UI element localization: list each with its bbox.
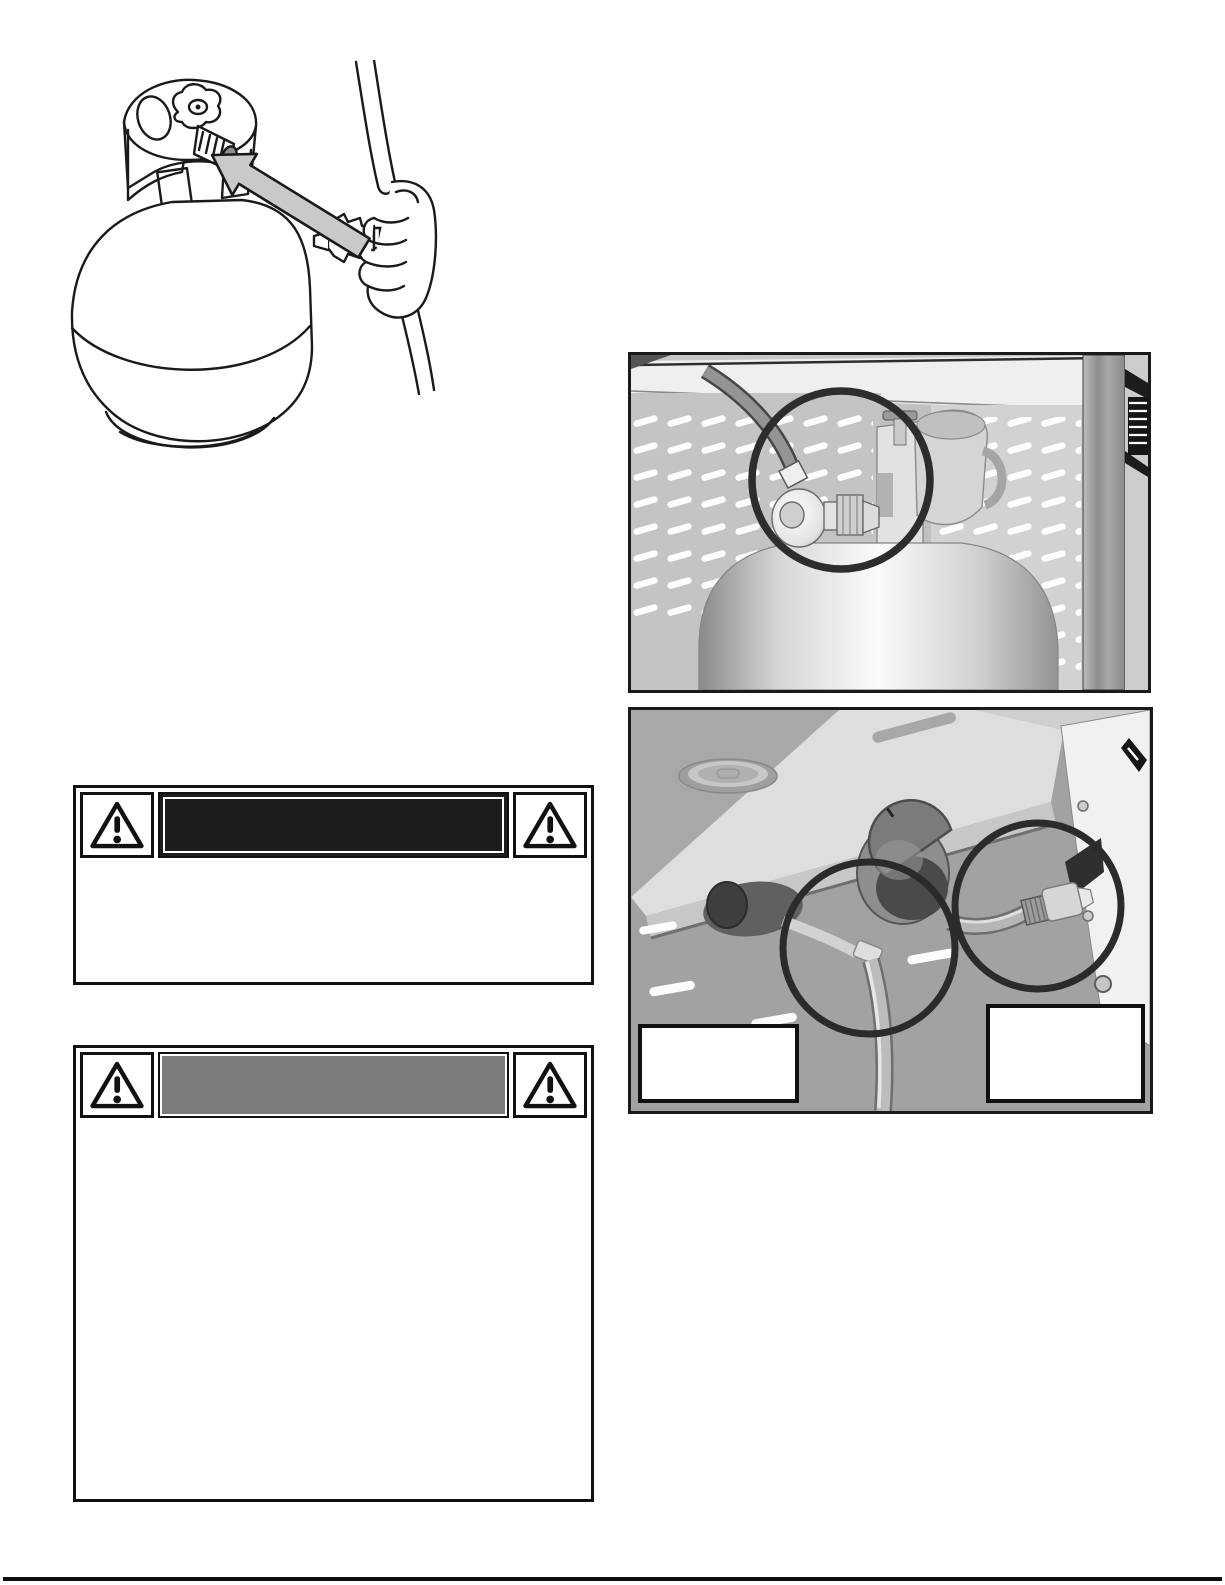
caution-bar xyxy=(158,1052,509,1118)
footer-rule xyxy=(3,1577,1222,1581)
warning-triangle-icon xyxy=(513,1052,587,1118)
hand xyxy=(359,181,436,317)
photo-tank-installed-svg xyxy=(631,355,1148,690)
cart-post xyxy=(1083,355,1148,690)
warning-header xyxy=(76,788,591,866)
tank-dome xyxy=(699,543,1058,690)
photo-hose-connections xyxy=(628,707,1153,1114)
warning-triangle-icon xyxy=(513,792,587,858)
spring-detail xyxy=(1128,397,1148,455)
photo-tank-installed xyxy=(628,352,1151,693)
tank-connection-drawing xyxy=(62,60,442,470)
danger-bar xyxy=(158,792,509,858)
warning-triangle-icon xyxy=(80,1052,154,1118)
shelf-cutout xyxy=(679,759,777,793)
warning-box-danger xyxy=(73,785,594,985)
warning-box-caution xyxy=(73,1045,594,1502)
warning-triangle-icon xyxy=(80,792,154,858)
warning-header xyxy=(76,1048,591,1126)
tank-connection-drawing-svg xyxy=(62,60,442,470)
photo-hose-connections-svg xyxy=(631,710,1150,1111)
tank-body xyxy=(72,200,312,447)
